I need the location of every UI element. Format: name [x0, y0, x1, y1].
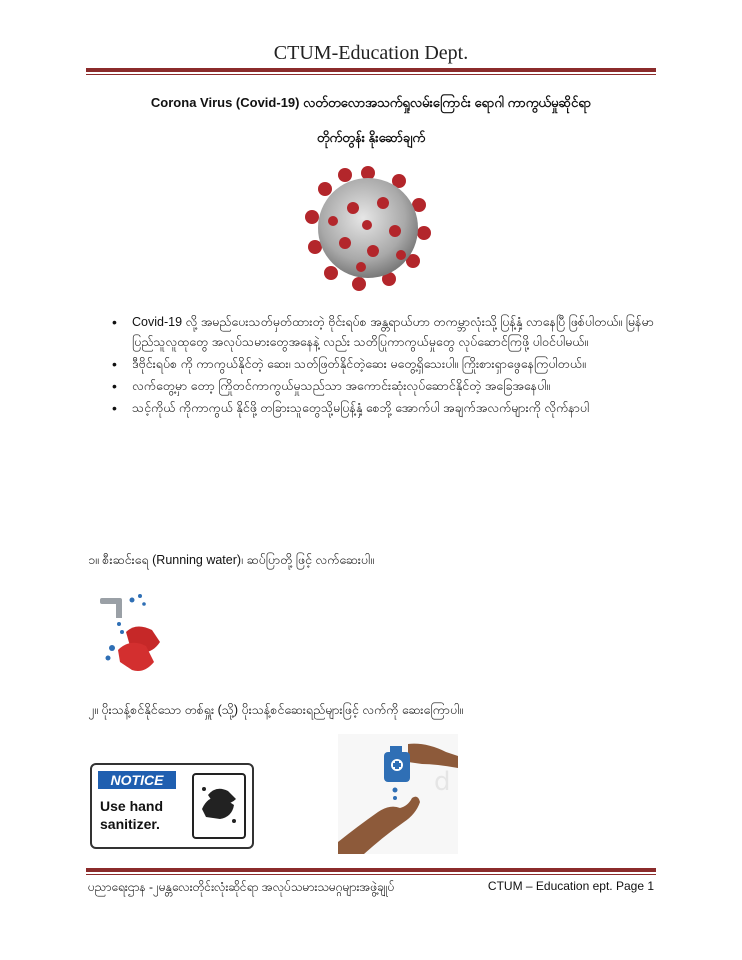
step-sanitize: ၂။ ပိုးသန့်စင်နိုင်သော တစ်ရှူး (သို့) ပိုးသန့်စင်ဆေးရည်များဖြင့် လက်ကို ဆေးကြောပါ။: [88, 703, 464, 717]
footer-organization: ပညာရေးဌာန -၂မန္တလေးတိုင်းလုံးဆိုင်ရာ အလုပ်သမားသမဂ္ဂများအဖွဲ့ချုပ်: [88, 880, 395, 894]
guidance-list: [108, 312, 668, 420]
step-handwash: ၁။ စီးဆင်းရေ (Running water)၊ ဆပ်ပြာတို့ ဖြင့် လက်ဆေးပါ။: [88, 553, 374, 567]
list-item: • သင့်ကိုယ် ကိုကာကွယ် နိုင်ဖို့ တခြားသူတွေသို့မပြန့်နှံ့ စေဘို့ အောက်ပါ အချက်အလက်များကို လိုက်နာပါ: [108, 398, 668, 418]
notice-title: NOTICE: [110, 772, 164, 788]
list-item: • Covid-19 လို့ အမည်ပေးသတ်မှတ်ထားတဲ့ ဗိုင်းရပ်စ အန္တရာယ်ဟာ တကမ္ဘာလုံးသို့ပြန့်နှံ့ လာနေပြီ ဖြစ်ပါတယ်။ မြန်မာပြည်သူလူထုတွေ အလုပ်သမားတွေအနေနဲ့ လည်း သတိပြုကာကွယ်မှုတွေ လုပ်ဆောင်ကြဖို့ ပါဝင်ပါမယ်။: [108, 312, 668, 352]
coronavirus-image: [303, 163, 433, 293]
hand-sanitizer-image: [338, 734, 458, 854]
footer-page-number: CTUM – Education ept. Page 1: [487, 879, 654, 893]
handwashing-icon: [96, 592, 168, 678]
page-header: CTUM-Education Dept.: [273, 42, 469, 64]
list-item: • ဒီဗိုင်းရပ်စ ကို ကာကွယ်နိုင်တဲ့ ဆေး၊ သတ်ဖြတ်နိုင်တဲ့ဆေး မတွေ့ရှိသေးပါ။ ကြိုးစားရှာဖွေနေကြပါတယ်။: [108, 354, 668, 374]
notice-sign: [90, 763, 254, 849]
header-rule: [86, 68, 656, 75]
notice-text: Use hand sanitizer.: [100, 798, 164, 832]
list-item: • လက်တွေ့မှာ တော့ ကြိုတင်ကာကွယ်မှုသည်သာ အကောင်းဆုံးလုပ်ဆောင်နိုင်တဲ့ အခြေအနေပါ။: [108, 376, 668, 396]
footer-rule: [86, 868, 656, 875]
document-title-line2: တိုက်တွန်း နိုးဆော်ချက်: [316, 130, 426, 145]
document-title-line1: Corona Virus (Covid-19) လတ်တလောအသက်ရှုလမ်းကြောင်း ရောဂါ ကာကွယ်မှုဆိုင်ရာ: [150, 95, 592, 110]
hand-rub-icon: [192, 773, 246, 839]
svg-text:d: d: [434, 767, 451, 797]
